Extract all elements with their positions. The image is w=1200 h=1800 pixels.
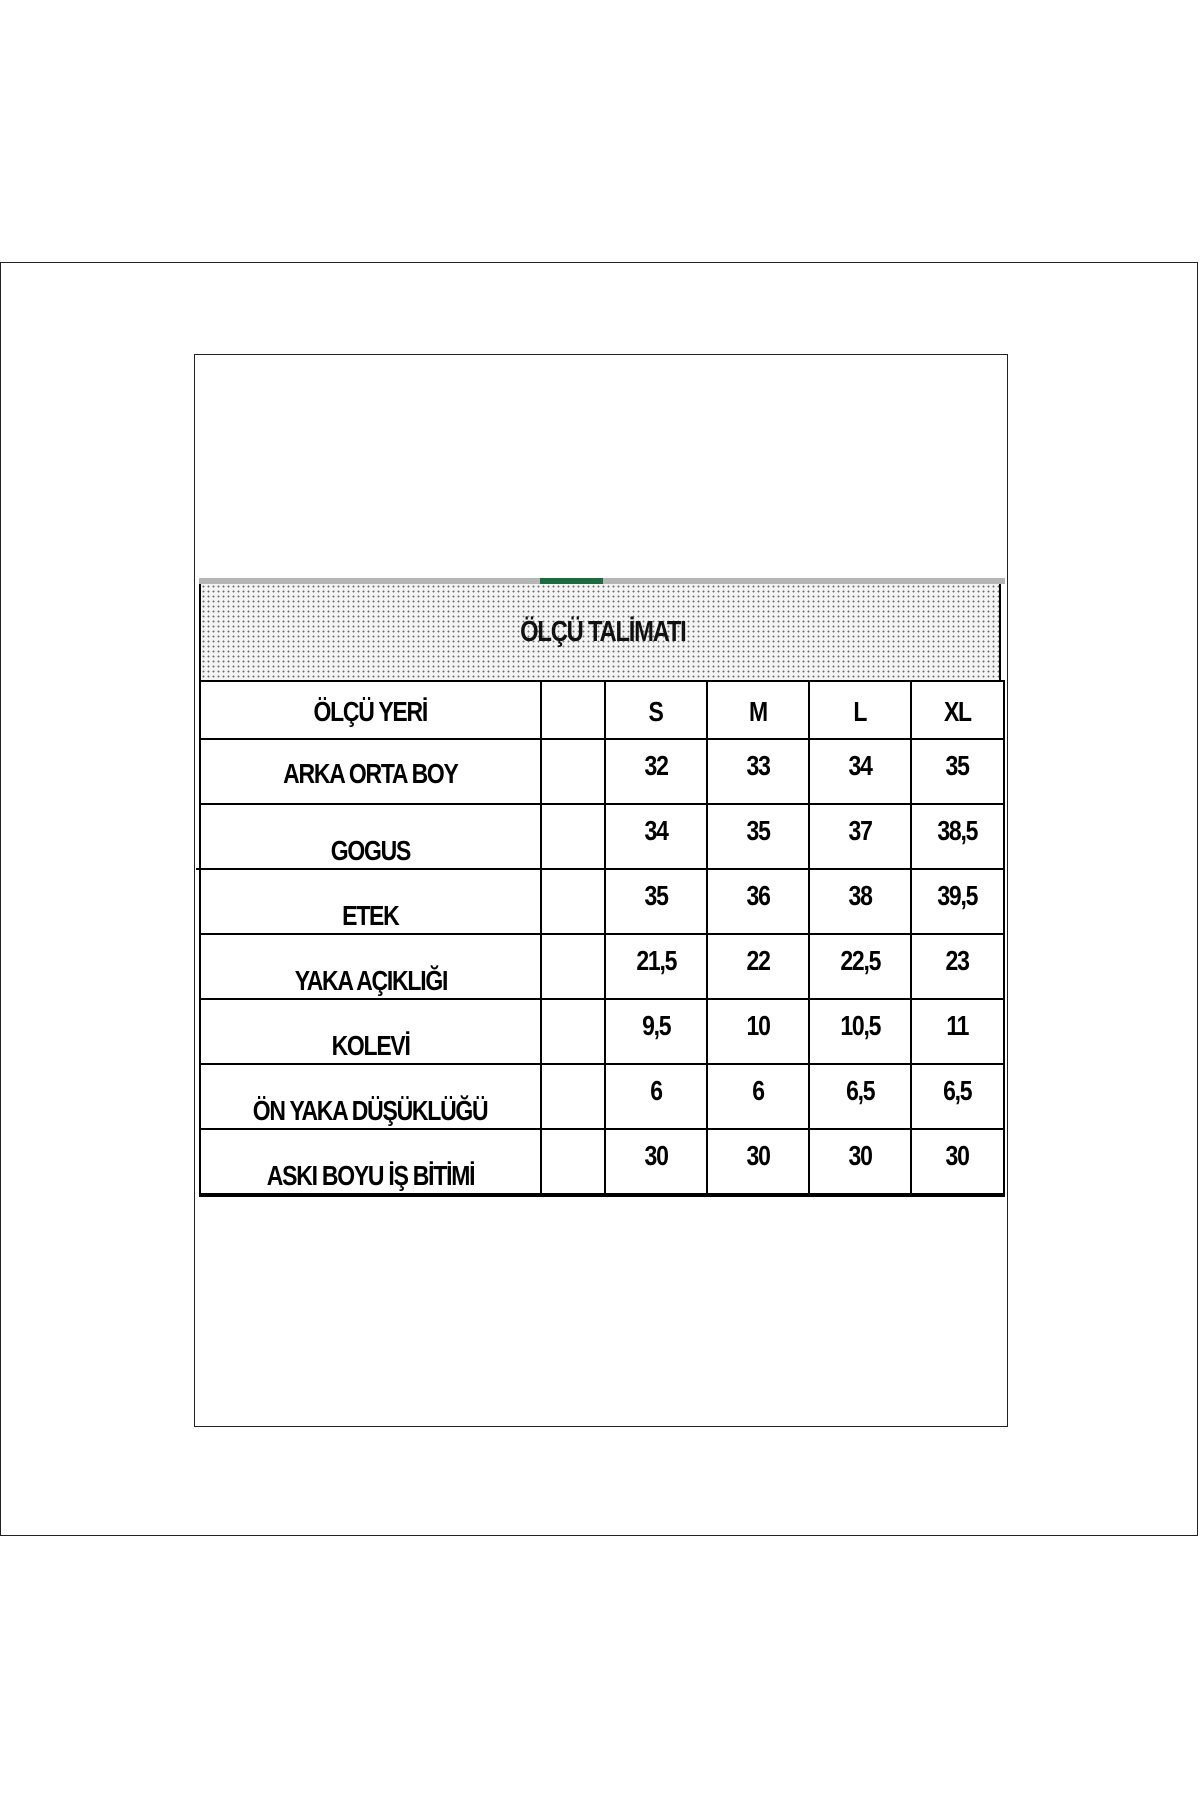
value-l: 10,5 <box>809 999 911 1064</box>
size-table <box>199 680 1005 1197</box>
value-m: 35 <box>707 804 809 869</box>
value-xl: 39,5 <box>911 869 1004 934</box>
value-xl: 35 <box>911 739 1004 804</box>
row-label: ÖN YAKA DÜŞÜKLÜĞÜ <box>253 1094 488 1126</box>
value-m: 33 <box>707 739 809 804</box>
blank-cell <box>541 739 605 804</box>
table-row <box>200 1129 1004 1195</box>
value-l: 30 <box>809 1129 911 1195</box>
table-row <box>200 1064 1004 1129</box>
value-s: 21,5 <box>605 934 707 999</box>
value-xl: 6,5 <box>911 1064 1004 1129</box>
row-label-cell <box>200 934 541 999</box>
table-row <box>200 934 1004 999</box>
value-xl: 23 <box>911 934 1004 999</box>
value-xl: 11 <box>911 999 1004 1064</box>
row-label: GOGUS <box>330 834 411 866</box>
row-label: ARKA ORTA BOY <box>283 757 458 789</box>
value-s: 34 <box>605 804 707 869</box>
header-size-s: S <box>605 681 707 739</box>
blank-cell <box>541 1064 605 1129</box>
value-s: 6 <box>605 1064 707 1129</box>
value-xl: 38,5 <box>911 804 1004 869</box>
title-band <box>199 584 1001 680</box>
table-row <box>200 739 1004 804</box>
value-s: 32 <box>605 739 707 804</box>
value-l: 34 <box>809 739 911 804</box>
blank-cell <box>541 804 605 869</box>
blank-cell <box>541 869 605 934</box>
row-label: YAKA AÇIKLIĞI <box>294 964 447 996</box>
row-label-cell <box>200 804 541 869</box>
value-s: 35 <box>605 869 707 934</box>
value-l: 37 <box>809 804 911 869</box>
row-label-cell <box>200 1129 541 1195</box>
header-label-cell <box>200 681 541 739</box>
header-size-m: M <box>707 681 809 739</box>
value-m: 36 <box>707 869 809 934</box>
value-m: 6 <box>707 1064 809 1129</box>
row-label-cell <box>200 1064 541 1129</box>
row-label-cell <box>200 739 541 804</box>
table-row <box>200 869 1004 934</box>
value-l: 22,5 <box>809 934 911 999</box>
row-label: ASKI BOYU İŞ BİTİMİ <box>266 1159 475 1191</box>
header-label: ÖLÇÜ YERİ <box>313 696 428 727</box>
value-xl: 30 <box>911 1129 1004 1195</box>
row-label: KOLEVİ <box>331 1029 410 1061</box>
table-header-row <box>200 681 1004 739</box>
table-row <box>200 804 1004 869</box>
header-size-xl: XL <box>911 681 1004 739</box>
blank-cell <box>541 1129 605 1195</box>
row-label-cell <box>200 999 541 1064</box>
value-l: 38 <box>809 869 911 934</box>
value-m: 30 <box>707 1129 809 1195</box>
row-label-cell <box>200 869 541 934</box>
value-m: 10 <box>707 999 809 1064</box>
row-label: ETEK <box>342 899 399 931</box>
value-m: 22 <box>707 934 809 999</box>
value-s: 30 <box>605 1129 707 1195</box>
header-size-l: L <box>809 681 911 739</box>
page-title: ÖLÇÜ TALİMATI <box>520 615 686 648</box>
header-blank-cell <box>541 681 605 739</box>
table-row <box>200 999 1004 1064</box>
blank-cell <box>541 999 605 1064</box>
value-s: 9,5 <box>605 999 707 1064</box>
blank-cell <box>541 934 605 999</box>
value-l: 6,5 <box>809 1064 911 1129</box>
